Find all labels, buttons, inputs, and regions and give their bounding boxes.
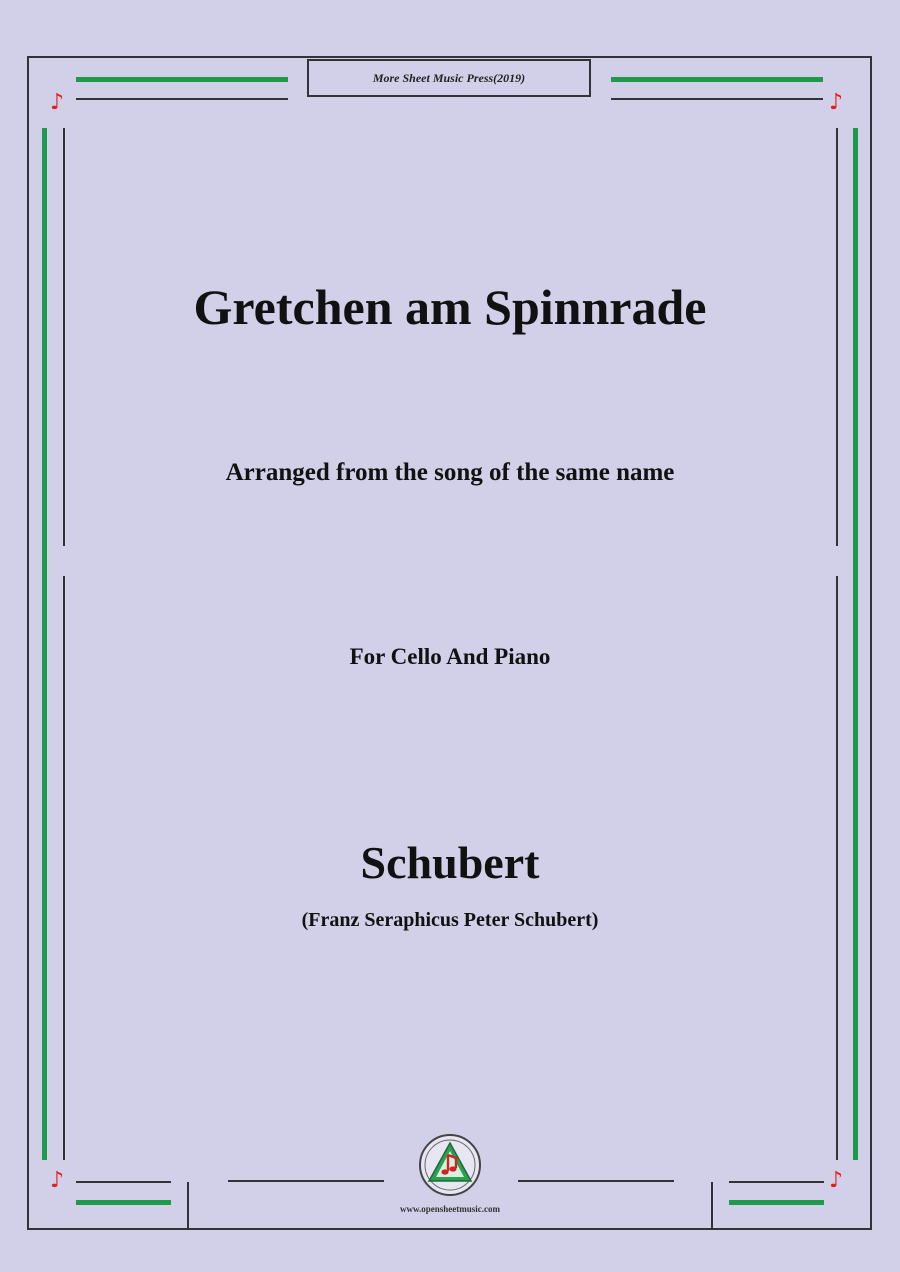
music-note-icon: ♪ [829,1168,844,1193]
bottom-left-bracket-vertical [187,1182,189,1228]
bottom-right-green-bar [729,1200,824,1205]
composer-full-name: (Franz Seraphicus Peter Schubert) [301,909,599,931]
website-url: www.opensheetmusic.com [400,1204,500,1214]
top-right-dark-bar [611,98,823,100]
music-note-triangle-logo [418,1133,482,1197]
top-left-green-bar [76,77,288,82]
bottom-left-dark-bar [76,1181,171,1183]
music-note-icon: ♪ [50,90,65,115]
frame-bottom-line [27,1228,872,1230]
top-right-green-bar [611,77,823,82]
top-left-dark-bar [76,98,288,100]
frame-right-line [870,56,872,1230]
instrumentation: For Cello And Piano [349,644,551,669]
frame-top-line [27,56,872,58]
bottom-center-left-line [228,1180,384,1182]
music-note-icon: ♪ [50,1168,65,1193]
bottom-center-right-line [518,1180,674,1182]
frame-left-line [27,56,29,1230]
composer-name: Schubert [360,837,540,888]
music-note-icon: ♪ [829,90,844,115]
bottom-left-green-bar [76,1200,171,1205]
publisher-label: More Sheet Music Press(2019) [307,59,591,97]
bottom-right-dark-bar [729,1181,824,1183]
score-subtitle: Arranged from the song of the same name [225,459,675,486]
bottom-right-bracket-vertical [711,1182,713,1228]
score-title: Gretchen am Spinnrade [193,279,707,335]
